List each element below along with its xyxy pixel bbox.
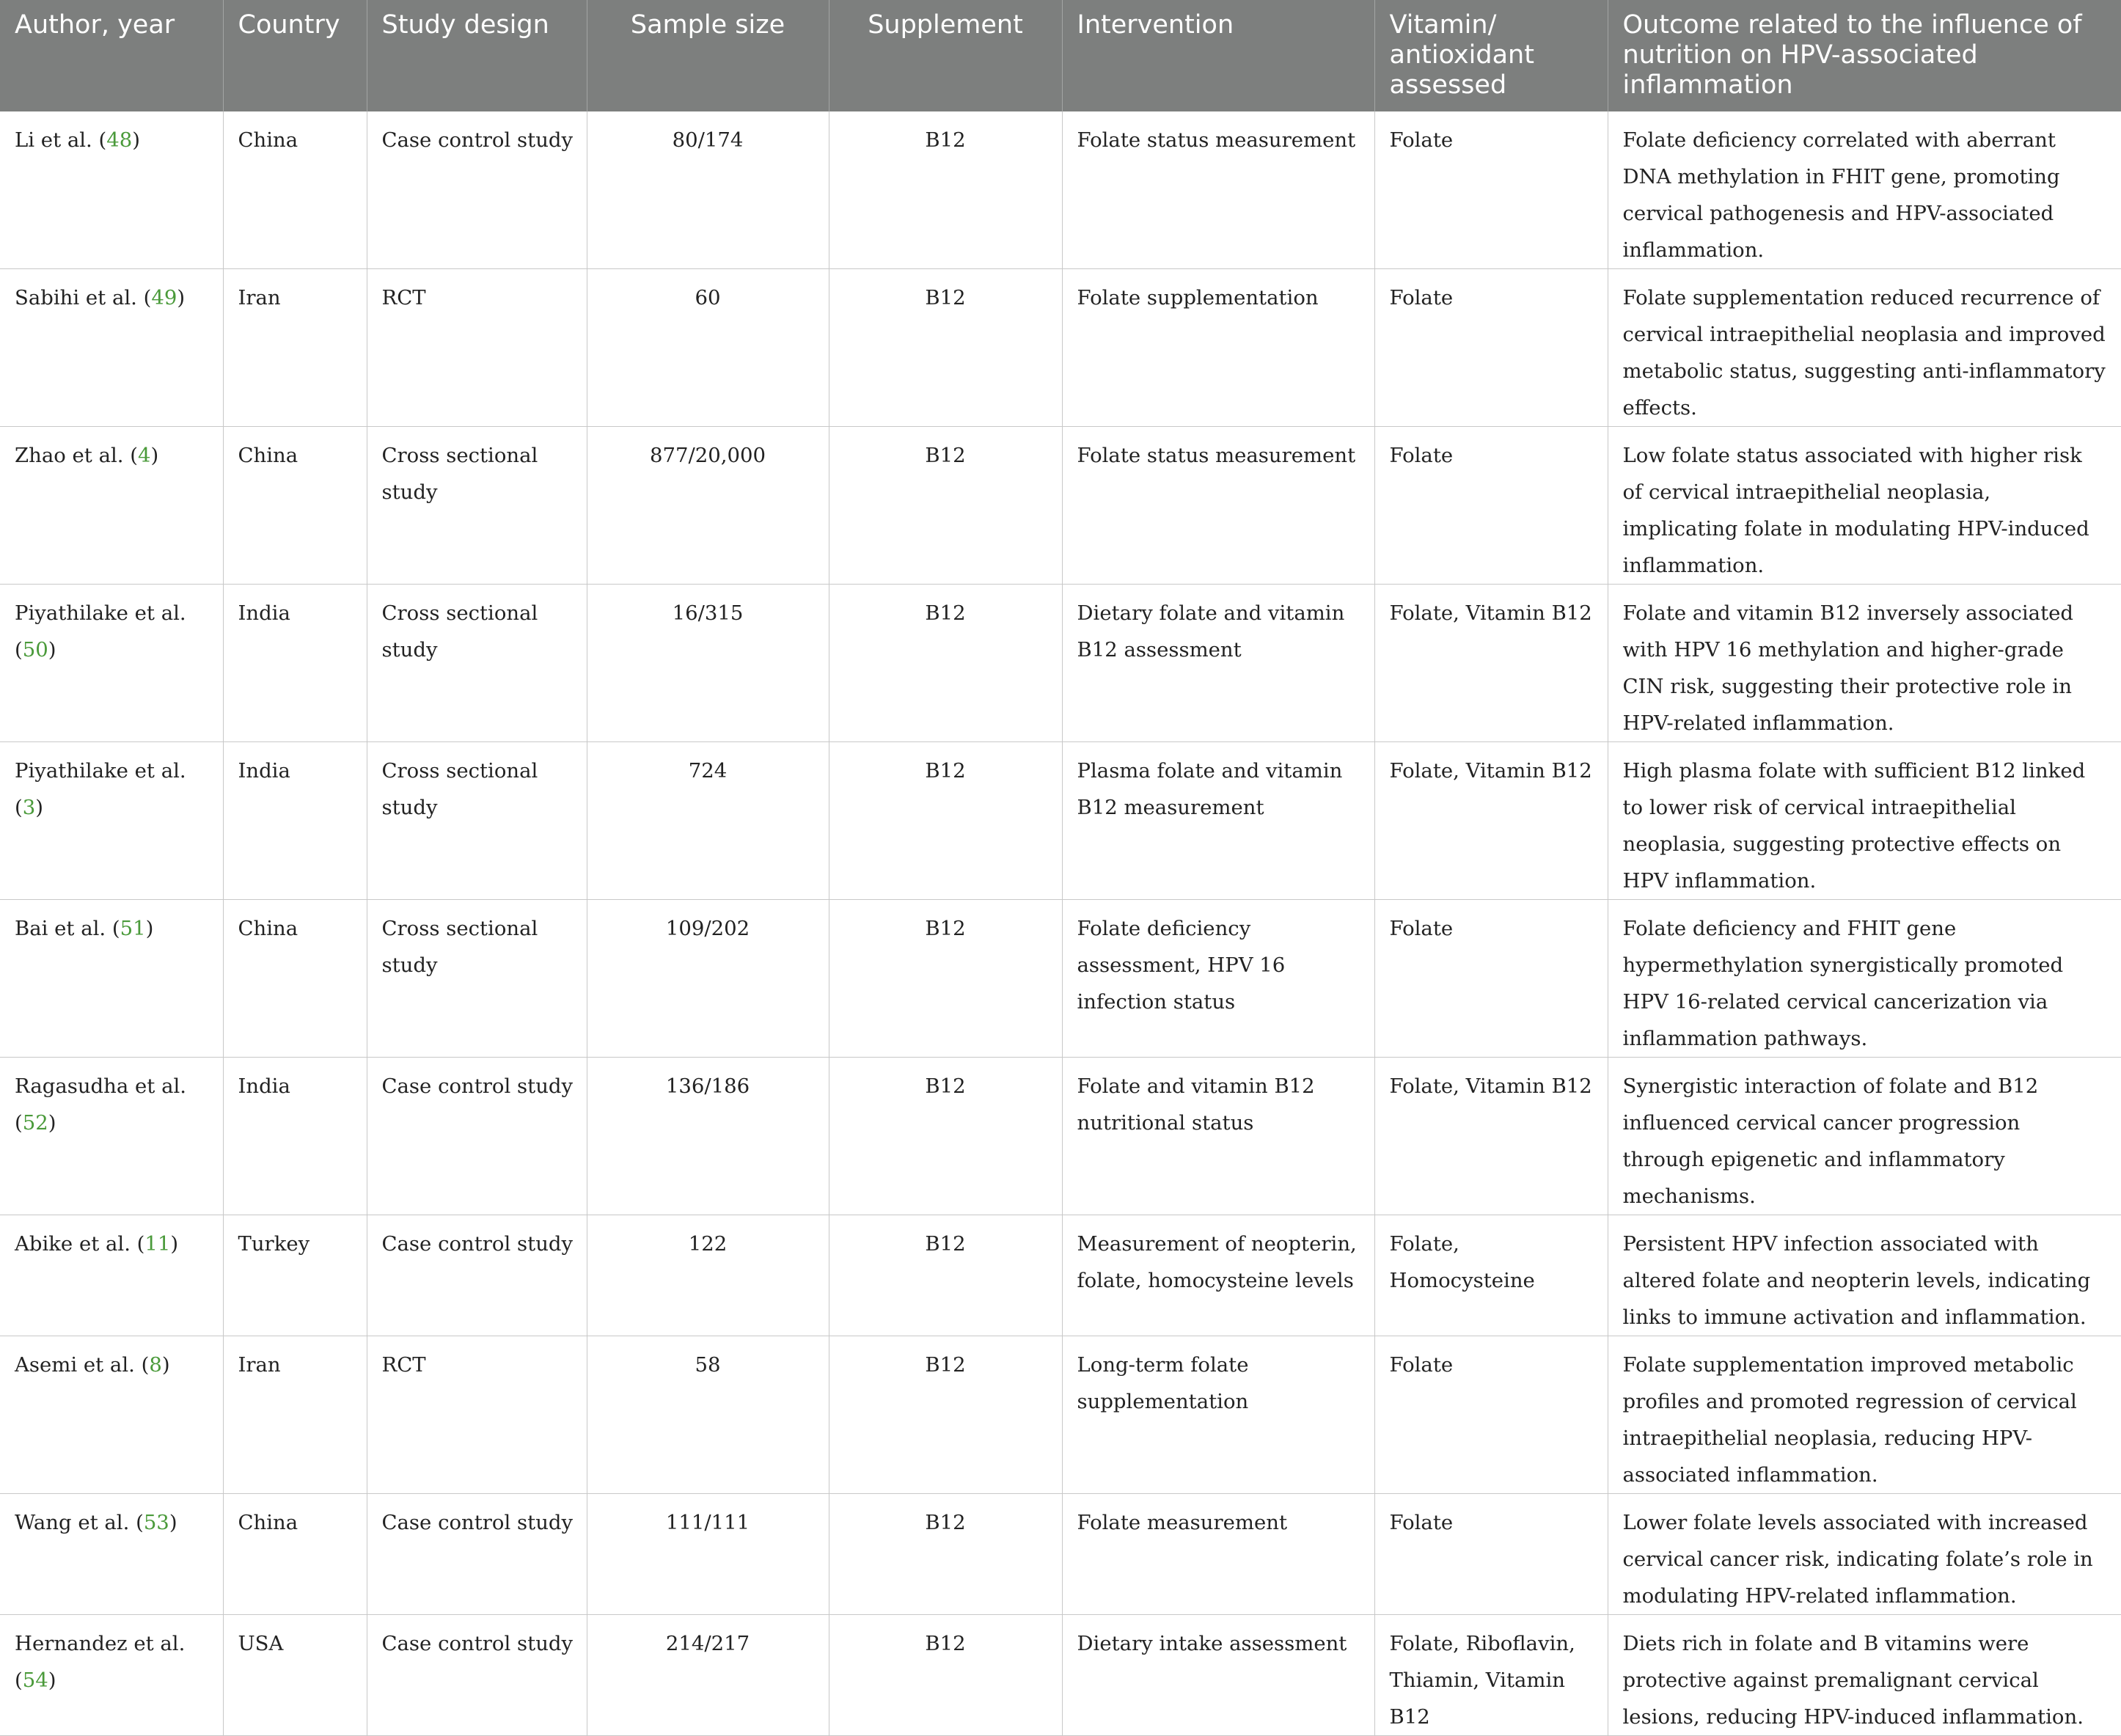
cell-intervention: Folate measurement xyxy=(1062,1494,1374,1615)
author-name: Hernandez et al. xyxy=(15,1632,186,1655)
cell-vitamin: Folate, Vitamin B12 xyxy=(1374,742,1608,900)
author-name: Asemi et al. xyxy=(15,1353,135,1377)
cell-country: Iran xyxy=(223,1336,367,1494)
cell-author: Piyathilake et al. (3) xyxy=(0,742,223,900)
author-name: Ragasudha et al. xyxy=(15,1074,187,1098)
cell-sample-size: 877/20,000 xyxy=(587,427,829,585)
cell-study-design: RCT xyxy=(367,1336,587,1494)
cell-country: Turkey xyxy=(223,1215,367,1336)
cell-country: China xyxy=(223,1494,367,1615)
citation-link[interactable]: 49 xyxy=(151,286,177,310)
cell-intervention: Long-term folate supplementation xyxy=(1062,1336,1374,1494)
cell-outcome: Folate deficiency and FHIT gene hypermethylation synergistically promoted HPV 16-related cervical cancerization via inflammation pathways. xyxy=(1608,900,2121,1058)
cell-supplement: B12 xyxy=(829,1615,1062,1736)
cell-intervention: Folate status measurement xyxy=(1062,111,1374,269)
cell-sample-size: 109/202 xyxy=(587,900,829,1058)
cell-study-design: Case control study xyxy=(367,1615,587,1736)
cell-author: Hernandez et al. (54) xyxy=(0,1615,223,1736)
cell-intervention: Folate and vitamin B12 nutritional status xyxy=(1062,1058,1374,1215)
cell-outcome: Synergistic interaction of folate and B12 influenced cervical cancer progression through epigenetic and inflammatory mechanisms. xyxy=(1608,1058,2121,1215)
citation-link[interactable]: 8 xyxy=(149,1353,162,1377)
table-body xyxy=(0,111,2121,1736)
cell-vitamin: Folate xyxy=(1374,1336,1608,1494)
citation-link[interactable]: 50 xyxy=(22,638,48,662)
cell-sample-size: 16/315 xyxy=(587,585,829,742)
citation-link[interactable]: 11 xyxy=(144,1232,171,1256)
cell-study-design: Case control study xyxy=(367,1058,587,1215)
cell-intervention: Plasma folate and vitamin B12 measurement xyxy=(1062,742,1374,900)
cell-author: Zhao et al. (4) xyxy=(0,427,223,585)
cell-supplement: B12 xyxy=(829,111,1062,269)
header-supplement: Supplement xyxy=(829,0,1062,111)
cell-supplement: B12 xyxy=(829,900,1062,1058)
cell-sample-size: 136/186 xyxy=(587,1058,829,1215)
cell-study-design: Case control study xyxy=(367,1215,587,1336)
table-row xyxy=(0,1336,2121,1494)
header-sample-size: Sample size xyxy=(587,0,829,111)
cell-sample-size: 214/217 xyxy=(587,1615,829,1736)
cell-supplement: B12 xyxy=(829,1058,1062,1215)
cell-study-design: Cross sectional study xyxy=(367,585,587,742)
cell-intervention: Dietary folate and vitamin B12 assessment xyxy=(1062,585,1374,742)
cell-outcome: High plasma folate with sufficient B12 linked to lower risk of cervical intraepithelial neoplasia, suggesting protective effects on HPV inflammation. xyxy=(1608,742,2121,900)
cell-supplement: B12 xyxy=(829,742,1062,900)
author-name: Piyathilake et al. xyxy=(15,759,186,783)
cell-sample-size: 122 xyxy=(587,1215,829,1336)
author-name: Piyathilake et al. xyxy=(15,601,186,625)
cell-outcome: Folate supplementation reduced recurrence of cervical intraepithelial neoplasia and improved metabolic status, suggesting anti-inflammatory effects. xyxy=(1608,269,2121,427)
cell-intervention: Folate status measurement xyxy=(1062,427,1374,585)
table-row xyxy=(0,585,2121,742)
cell-intervention: Measurement of neopterin, folate, homocysteine levels xyxy=(1062,1215,1374,1336)
table-row xyxy=(0,1615,2121,1736)
table-row xyxy=(0,900,2121,1058)
cell-study-design: Case control study xyxy=(367,1494,587,1615)
table-row xyxy=(0,427,2121,585)
cell-author: Ragasudha et al. (52) xyxy=(0,1058,223,1215)
cell-supplement: B12 xyxy=(829,1215,1062,1336)
citation-link[interactable]: 54 xyxy=(22,1669,48,1692)
cell-sample-size: 80/174 xyxy=(587,111,829,269)
table-row xyxy=(0,1058,2121,1215)
header-study-design: Study design xyxy=(367,0,587,111)
cell-vitamin: Folate, Vitamin B12 xyxy=(1374,1058,1608,1215)
cell-study-design: Cross sectional study xyxy=(367,900,587,1058)
cell-author: Piyathilake et al. (50) xyxy=(0,585,223,742)
cell-vitamin: Folate xyxy=(1374,111,1608,269)
cell-sample-size: 724 xyxy=(587,742,829,900)
citation-link[interactable]: 4 xyxy=(138,444,151,467)
author-name: Li et al. xyxy=(15,128,92,152)
cell-supplement: B12 xyxy=(829,269,1062,427)
author-name: Bai et al. xyxy=(15,917,106,940)
cell-outcome: Low folate status associated with higher risk of cervical intraepithelial neoplasia, implicating folate in modulating HPV-induced inflammation. xyxy=(1608,427,2121,585)
cell-author: Wang et al. (53) xyxy=(0,1494,223,1615)
cell-author: Bai et al. (51) xyxy=(0,900,223,1058)
table-row xyxy=(0,1494,2121,1615)
cell-sample-size: 60 xyxy=(587,269,829,427)
table-header xyxy=(0,0,2121,111)
header-outcome: Outcome related to the influence of nutrition on HPV-associated inflammation xyxy=(1608,0,2121,111)
header-country: Country xyxy=(223,0,367,111)
cell-country: China xyxy=(223,900,367,1058)
table-row xyxy=(0,742,2121,900)
cell-outcome: Folate and vitamin B12 inversely associated with HPV 16 methylation and higher-grade CIN risk, suggesting their protective role in HPV-related inflammation. xyxy=(1608,585,2121,742)
cell-vitamin: Folate, Riboflavin, Thiamin, Vitamin B12 xyxy=(1374,1615,1608,1736)
cell-vitamin: Folate, Vitamin B12 xyxy=(1374,585,1608,742)
citation-link[interactable]: 52 xyxy=(22,1111,48,1135)
citation-link[interactable]: 51 xyxy=(120,917,146,940)
cell-country: USA xyxy=(223,1615,367,1736)
cell-outcome: Lower folate levels associated with increased cervical cancer risk, indicating folate’s role in modulating HPV-related inflammation. xyxy=(1608,1494,2121,1615)
header-vitamin-antioxidant: Vitamin/ antioxidant assessed xyxy=(1374,0,1608,111)
cell-study-design: Cross sectional study xyxy=(367,427,587,585)
cell-country: India xyxy=(223,1058,367,1215)
cell-intervention: Folate supplementation xyxy=(1062,269,1374,427)
cell-country: India xyxy=(223,742,367,900)
cell-country: China xyxy=(223,427,367,585)
cell-author: Sabihi et al. (49) xyxy=(0,269,223,427)
cell-supplement: B12 xyxy=(829,1336,1062,1494)
cell-vitamin: Folate, Homocysteine xyxy=(1374,1215,1608,1336)
cell-outcome: Persistent HPV infection associated with altered folate and neopterin levels, indicating links to immune activation and inflammation. xyxy=(1608,1215,2121,1336)
cell-author: Abike et al. (11) xyxy=(0,1215,223,1336)
author-name: Wang et al. xyxy=(15,1511,130,1534)
cell-country: China xyxy=(223,111,367,269)
cell-intervention: Dietary intake assessment xyxy=(1062,1615,1374,1736)
cell-author: Asemi et al. (8) xyxy=(0,1336,223,1494)
cell-outcome: Folate deficiency correlated with aberrant DNA methylation in FHIT gene, promoting cervical pathogenesis and HPV-associated inflammation. xyxy=(1608,111,2121,269)
citation-link[interactable]: 3 xyxy=(22,796,36,819)
table-row xyxy=(0,269,2121,427)
cell-supplement: B12 xyxy=(829,585,1062,742)
citation-link[interactable]: 53 xyxy=(143,1511,169,1534)
cell-vitamin: Folate xyxy=(1374,269,1608,427)
cell-vitamin: Folate xyxy=(1374,427,1608,585)
table-row xyxy=(0,111,2121,269)
cell-outcome: Folate supplementation improved metabolic profiles and promoted regression of cervical intraepithelial neoplasia, reducing HPV-associated inflammation. xyxy=(1608,1336,2121,1494)
author-name: Zhao et al. xyxy=(15,444,124,467)
cell-study-design: Cross sectional study xyxy=(367,742,587,900)
citation-link[interactable]: 48 xyxy=(106,128,133,152)
cell-vitamin: Folate xyxy=(1374,1494,1608,1615)
author-name: Sabihi et al. xyxy=(15,286,137,310)
cell-intervention: Folate deficiency assessment, HPV 16 infection status xyxy=(1062,900,1374,1058)
cell-vitamin: Folate xyxy=(1374,900,1608,1058)
header-author-year: Author, year xyxy=(0,0,223,111)
cell-author: Li et al. (48) xyxy=(0,111,223,269)
cell-supplement: B12 xyxy=(829,1494,1062,1615)
header-row xyxy=(0,0,2121,111)
cell-country: Iran xyxy=(223,269,367,427)
cell-sample-size: 58 xyxy=(587,1336,829,1494)
cell-country: India xyxy=(223,585,367,742)
table-row xyxy=(0,1215,2121,1336)
cell-supplement: B12 xyxy=(829,427,1062,585)
cell-study-design: Case control study xyxy=(367,111,587,269)
cell-outcome: Diets rich in folate and B vitamins were protective against premalignant cervical lesions, reducing HPV-induced inflammation. xyxy=(1608,1615,2121,1736)
header-intervention: Intervention xyxy=(1062,0,1374,111)
author-name: Abike et al. xyxy=(15,1232,131,1256)
cell-sample-size: 111/111 xyxy=(587,1494,829,1615)
cell-study-design: RCT xyxy=(367,269,587,427)
